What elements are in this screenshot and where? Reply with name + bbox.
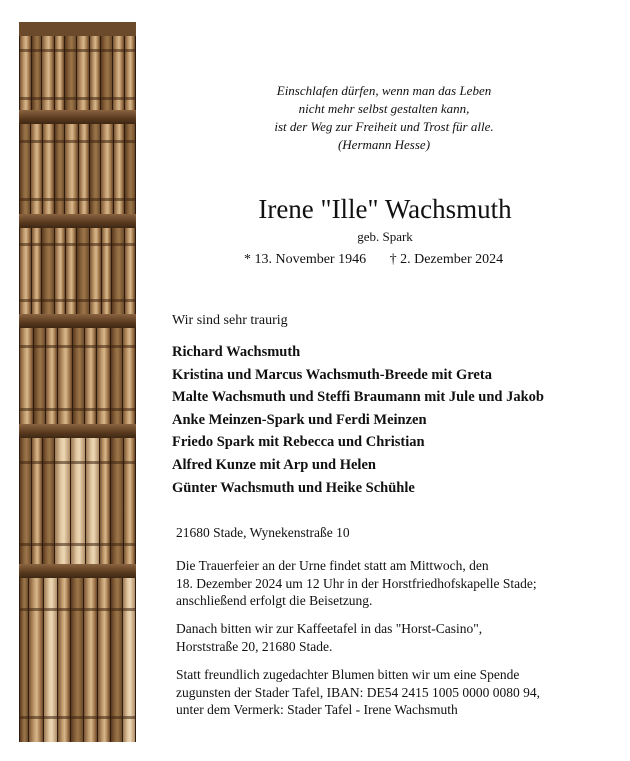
mourners-list: [172, 341, 544, 499]
hesse-quote: [250, 82, 518, 154]
text-line: anschließend erfolgt die Beisetzung.: [176, 593, 373, 608]
shelf-row: [19, 438, 136, 564]
shelf-row: [19, 228, 136, 314]
text-line: Horststraße 20, 21680 Stade.: [176, 638, 333, 654]
text-line: Danach bitten wir zur Kaffeetafel in das "Horst-Casino",: [176, 621, 483, 636]
coffee-info: [176, 620, 616, 655]
quote-line: Einschlafen dürfen, wenn man das Leben: [276, 83, 492, 98]
shelf-row: [19, 328, 136, 424]
mourner-name: Richard Wachsmuth: [172, 344, 301, 360]
donation-info: [176, 666, 616, 719]
shelf-row: [19, 124, 136, 214]
text-line: Statt freundlich zugedachter Blumen bitten wir um eine Spende: [176, 667, 520, 682]
shelf-row: [19, 36, 136, 110]
deceased-name: Irene "Ille" Wachsmuth: [258, 194, 512, 224]
death-date: † 2. Dezember 2024: [389, 252, 504, 267]
birth-name: geb. Spark: [357, 229, 413, 244]
mourner-name: Anke Meinzen-Spark und Ferdi Meinzen: [172, 411, 427, 428]
shelf-row: [19, 578, 136, 742]
mourner-name: Friedo Spark mit Rebecca und Christian: [172, 434, 425, 451]
birth-date: * 13. November 1946: [244, 252, 367, 267]
bookshelf-image: [19, 22, 136, 742]
family-address: [176, 524, 616, 542]
intro-text: Wir sind sehr traurig: [172, 313, 288, 328]
text-line: zugunsten der Stader Tafel, IBAN: DE54 2415 1005 0000 0080 94,: [176, 684, 540, 700]
address-line: 21680 Stade, Wynekenstraße 10: [176, 525, 350, 540]
mourner-name: Günter Wachsmuth und Heike Schühle: [172, 479, 415, 496]
text-line: Die Trauerfeier an der Urne findet statt am Mittwoch, den: [176, 558, 489, 573]
quote-attribution: (Hermann Hesse): [337, 137, 431, 152]
text-line: 18. Dezember 2024 um 12 Uhr in der Horstfriedhofskapelle Stade;: [176, 575, 537, 591]
mourner-name: Malte Wachsmuth und Steffi Braumann mit Jule und Jakob: [172, 389, 544, 406]
text-line: unter dem Vermerk: Stader Tafel - Irene Wachsmuth: [176, 702, 458, 717]
quote-line: nicht mehr selbst gestalten kann,: [298, 101, 470, 116]
quote-line: ist der Weg zur Freiheit und Trost für alle.: [274, 119, 494, 134]
mourner-name: Kristina und Marcus Wachsmuth-Breede mit Greta: [172, 366, 492, 383]
mourner-name: Alfred Kunze mit Arp und Helen: [172, 456, 376, 473]
life-dates: [244, 252, 503, 268]
funeral-info: [176, 557, 616, 610]
